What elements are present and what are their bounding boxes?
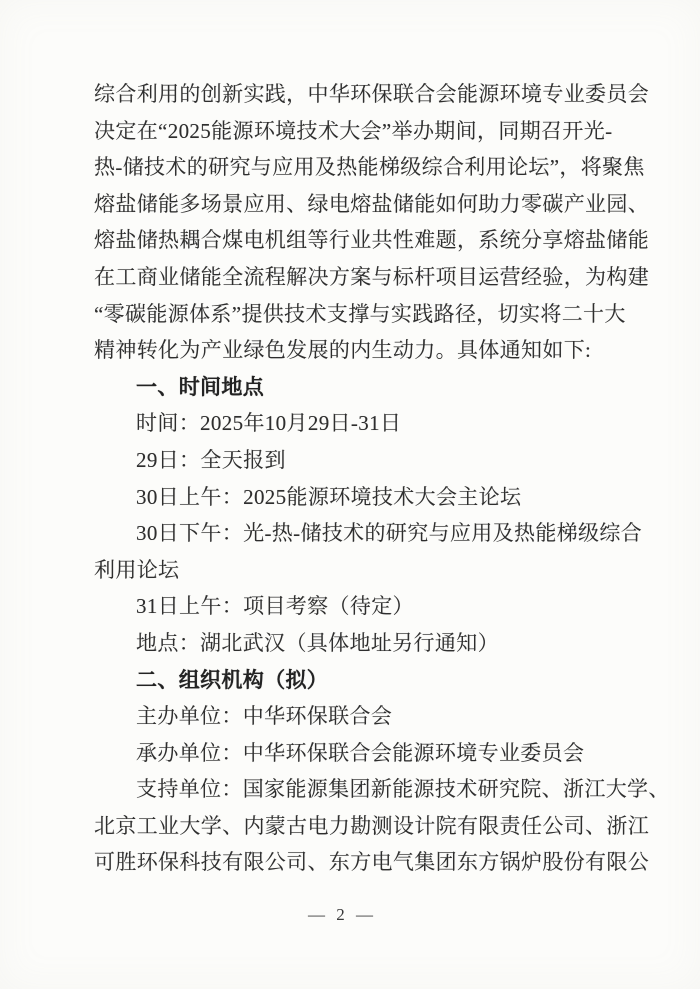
paragraph-line: 熔盐储热耦合煤电机组等行业共性难题，系统分享熔盐储能 — [94, 228, 650, 253]
schedule-line-day29: 29日：全天报到 — [136, 447, 286, 472]
organizer-unit-line: 承办单位：中华环保联合会能源环境专业委员会 — [136, 740, 585, 765]
schedule-line-day31-morning: 31日上午：项目考察（待定） — [136, 594, 414, 619]
paragraph-line: 精神转化为产业绿色发展的内生动力。具体通知如下: — [94, 338, 592, 363]
document-body — [94, 76, 670, 881]
location-line: 地点：湖北武汉（具体地址另行通知） — [136, 630, 499, 655]
paragraph-line: 热-储技术的研究与应用及热能梯级综合利用论坛”，将聚焦 — [94, 155, 645, 180]
schedule-line-day30-morning: 30日上午：2025能源环境技术大会主论坛 — [136, 484, 522, 509]
page-number: — 2 — — [308, 905, 374, 924]
section-heading-organization: 二、组织机构（拟） — [136, 667, 329, 692]
supporting-unit-continuation: 可胜环保科技有限公司、东方电气集团东方锅炉股份有限公 — [94, 850, 650, 875]
section-heading-time-location: 一、时间地点 — [136, 374, 265, 399]
paragraph-line: 在工商业储能全流程解决方案与标杆项目运营经验，为构建 — [94, 264, 650, 289]
host-unit-line: 主办单位：中华环保联合会 — [136, 704, 393, 729]
paragraph-line: 决定在“2025能源环境技术大会”举办期间，同期召开光- — [94, 118, 613, 143]
schedule-line-day30-afternoon: 30日下午：光-热-储技术的研究与应用及热能梯级综合 — [136, 521, 643, 546]
schedule-line-continuation: 利用论坛 — [94, 557, 180, 582]
paragraph-line: “零碳能源体系”提供技术支撑与实践路径，切实将二十大 — [94, 301, 626, 326]
supporting-unit-continuation: 北京工业大学、内蒙古电力勘测设计院有限责任公司、浙江 — [94, 813, 650, 838]
paragraph-line: 熔盐储能多场景应用、绿电熔盐储能如何助力零碳产业园、 — [94, 191, 650, 216]
time-line: 时间：2025年10月29日-31日 — [136, 411, 402, 436]
paragraph-line: 综合利用的创新实践，中华环保联合会能源环境专业委员会 — [94, 82, 650, 106]
supporting-unit-line: 支持单位：国家能源集团新能源技术研究院、浙江大学、 — [136, 777, 670, 802]
